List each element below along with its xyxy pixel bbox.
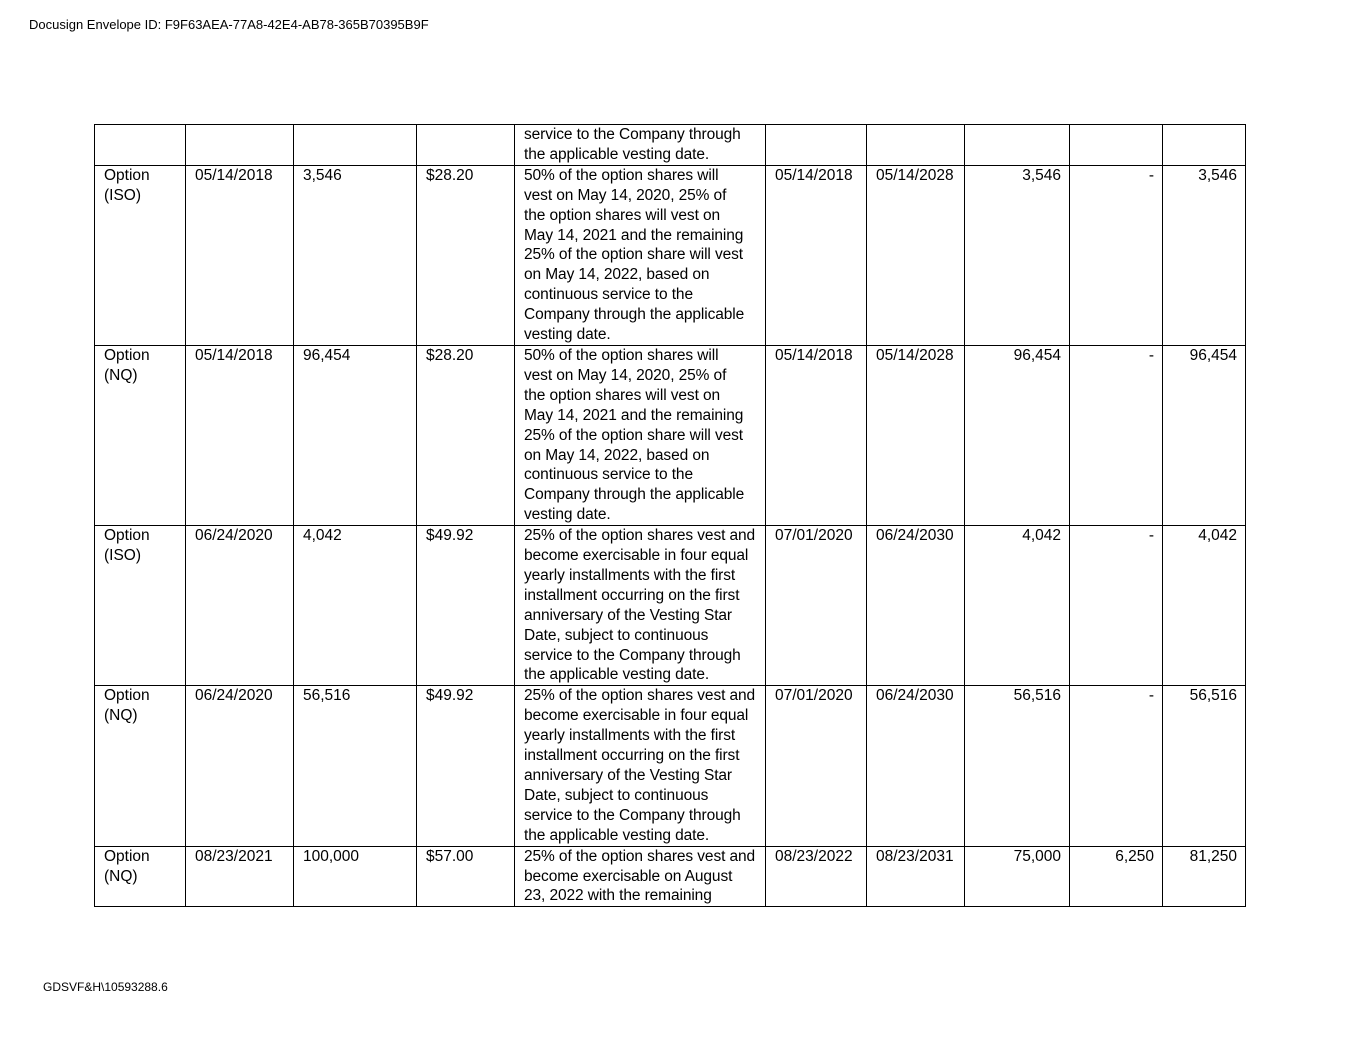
exercise-price-cell: $28.20 — [417, 345, 515, 525]
total-shares-cell: 56,516 — [1163, 686, 1246, 846]
table-row — [95, 345, 1246, 525]
table-row — [95, 165, 1246, 345]
expiration-date-cell — [867, 125, 965, 166]
unvested-shares-cell: - — [1070, 345, 1163, 525]
shares-granted-cell: 3,546 — [294, 165, 417, 345]
unvested-shares-cell: 6,250 — [1070, 846, 1163, 907]
table-row — [95, 526, 1246, 686]
exercise-price-cell: $49.92 — [417, 686, 515, 846]
expiration-date-cell: 05/14/2028 — [867, 165, 965, 345]
grant-date-cell: 08/23/2021 — [186, 846, 294, 907]
vesting-schedule-cell: 50% of the option shares will vest on May 14, 2020, 25% of the option shares will vest on May 14, 2021 and the remaining 25% of the option share will vest on May 14, 2022, based on continuous service to the Company through the applicable vesting date. — [515, 345, 766, 525]
expiration-date-cell: 06/24/2030 — [867, 686, 965, 846]
vested-shares-cell: 4,042 — [965, 526, 1070, 686]
vesting-start-date-cell: 05/14/2018 — [766, 165, 867, 345]
unvested-shares-cell: - — [1070, 526, 1163, 686]
document-reference: GDSVF&H\10593288.6 — [43, 980, 168, 994]
exercise-price-cell: $57.00 — [417, 846, 515, 907]
vesting-start-date-cell: 08/23/2022 — [766, 846, 867, 907]
exercise-price-cell: $49.92 — [417, 526, 515, 686]
award-type-cell: Option (ISO) — [95, 165, 186, 345]
vested-shares-cell: 75,000 — [965, 846, 1070, 907]
vested-shares-cell: 56,516 — [965, 686, 1070, 846]
grant-date-cell: 06/24/2020 — [186, 686, 294, 846]
vesting-start-date-cell: 05/14/2018 — [766, 345, 867, 525]
vesting-schedule-cell: 25% of the option shares vest and become exercisable in four equal yearly installments with the first installment occurring on the first anniversary of the Vesting Star Date, subject to continuous service to the Company through the applicable vesting date. — [515, 526, 766, 686]
shares-granted-cell — [294, 125, 417, 166]
table-row — [95, 686, 1246, 846]
award-type-cell: Option (ISO) — [95, 526, 186, 686]
award-type-cell: Option (NQ) — [95, 686, 186, 846]
vesting-schedule-cell: 25% of the option shares vest and become exercisable in four equal yearly installments with the first installment occurring on the first anniversary of the Vesting Star Date, subject to continuous service to the Company through the applicable vesting date. — [515, 686, 766, 846]
shares-granted-cell: 56,516 — [294, 686, 417, 846]
vested-shares-cell — [965, 125, 1070, 166]
table-row — [95, 125, 1246, 166]
unvested-shares-cell — [1070, 125, 1163, 166]
total-shares-cell — [1163, 125, 1246, 166]
award-type-cell — [95, 125, 186, 166]
total-shares-cell: 96,454 — [1163, 345, 1246, 525]
shares-granted-cell: 4,042 — [294, 526, 417, 686]
envelope-id: Docusign Envelope ID: F9F63AEA-77A8-42E4-AB78-365B70395B9F — [29, 17, 429, 32]
exercise-price-cell — [417, 125, 515, 166]
expiration-date-cell: 08/23/2031 — [867, 846, 965, 907]
expiration-date-cell: 06/24/2030 — [867, 526, 965, 686]
vested-shares-cell: 96,454 — [965, 345, 1070, 525]
award-type-cell: Option (NQ) — [95, 846, 186, 907]
total-shares-cell: 4,042 — [1163, 526, 1246, 686]
unvested-shares-cell: - — [1070, 686, 1163, 846]
vesting-start-date-cell — [766, 125, 867, 166]
total-shares-cell: 81,250 — [1163, 846, 1246, 907]
expiration-date-cell: 05/14/2028 — [867, 345, 965, 525]
grant-date-cell: 05/14/2018 — [186, 345, 294, 525]
equity-grants-table — [94, 124, 1246, 907]
grant-date-cell: 06/24/2020 — [186, 526, 294, 686]
grant-date-cell — [186, 125, 294, 166]
vesting-schedule-cell: 50% of the option shares will vest on May 14, 2020, 25% of the option shares will vest on May 14, 2021 and the remaining 25% of the option share will vest on May 14, 2022, based on continuous service to the Company through the applicable vesting date. — [515, 165, 766, 345]
unvested-shares-cell: - — [1070, 165, 1163, 345]
shares-granted-cell: 96,454 — [294, 345, 417, 525]
award-type-cell: Option (NQ) — [95, 345, 186, 525]
vesting-schedule-cell: service to the Company through the applicable vesting date. — [515, 125, 766, 166]
vesting-start-date-cell: 07/01/2020 — [766, 526, 867, 686]
grant-date-cell: 05/14/2018 — [186, 165, 294, 345]
shares-granted-cell: 100,000 — [294, 846, 417, 907]
vesting-start-date-cell: 07/01/2020 — [766, 686, 867, 846]
table-row — [95, 846, 1246, 907]
exercise-price-cell: $28.20 — [417, 165, 515, 345]
vesting-schedule-cell: 25% of the option shares vest and become exercisable on August 23, 2022 with the remaining — [515, 846, 766, 907]
vested-shares-cell: 3,546 — [965, 165, 1070, 345]
total-shares-cell: 3,546 — [1163, 165, 1246, 345]
